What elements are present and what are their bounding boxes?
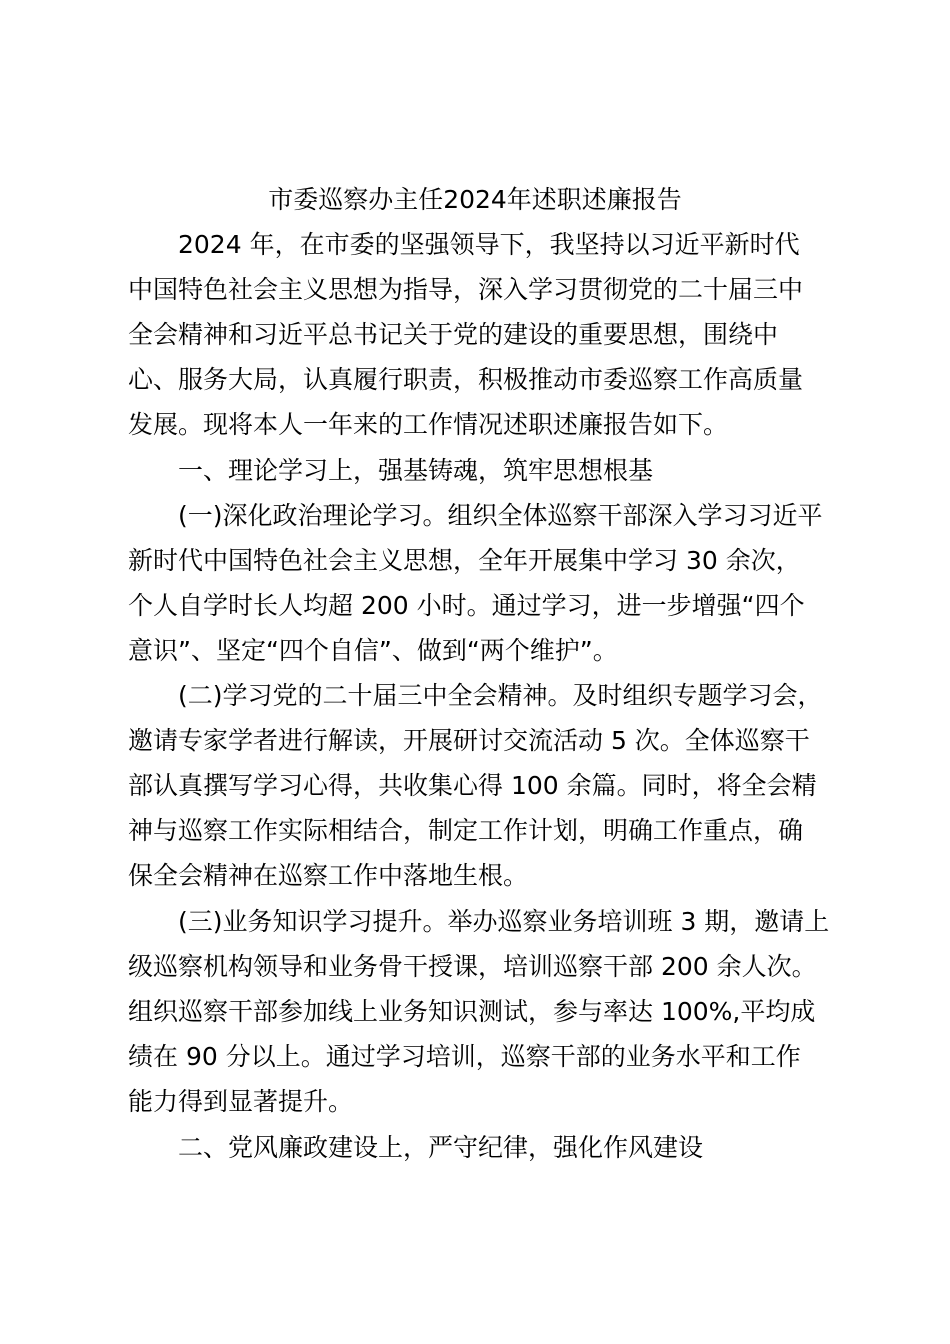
paragraph-line: 意识”、坚定“四个自信”、做到“两个维护”。 [128,636,618,665]
paragraph-line: 发展。现将本人一年来的工作情况述职述廉报告如下。 [128,410,729,439]
paragraph-line: 级巡察机构领导和业务骨干授课，培训巡察干部 200 余人次。 [128,952,817,981]
paragraph-line: 能力得到显著提升。 [128,1087,354,1116]
paragraph-line: (一)深化政治理论学习。组织全体巡察干部深入学习习近平 [178,501,823,530]
paragraph-line: 个人自学时长人均超 200 小时。通过学习，进一步增强“四个 [128,591,805,620]
paragraph-line: (二)学习党的二十届三中全会精神。及时组织专题学习会， [178,681,823,710]
section-heading-2: 二、党风廉政建设上，严守纪律，强化作风建设 [178,1133,704,1162]
paragraph-line: 中国特色社会主义思想为指导，深入学习贯彻党的二十届三中 [128,275,804,304]
paragraph-line: 保全会精神在巡察工作中落地生根。 [128,861,529,890]
section-heading-1: 一、理论学习上，强基铸魂，筑牢思想根基 [178,456,654,485]
paragraph-line: 全会精神和习近平总书记关于党的建设的重要思想，围绕中 [128,320,779,349]
paragraph-line: 部认真撰写学习心得，共收集心得 100 余篇。同时，将全会精 [128,771,817,800]
paragraph-line: 新时代中国特色社会主义思想，全年开展集中学习 30 余次， [128,546,801,575]
paragraph-line: 2024 年，在市委的坚强领导下，我坚持以习近平新时代 [178,230,800,259]
paragraph-line: 邀请专家学者进行解读，开展研讨交流活动 5 次。全体巡察干 [128,726,810,755]
paragraph-line: 神与巡察工作实际相结合，制定工作计划，明确工作重点，确 [128,816,804,845]
paragraph-line: 心、服务大局，认真履行职责，积极推动市委巡察工作高质量 [128,365,804,394]
paragraph-line: 绩在 90 分以上。通过学习培训，巡察干部的业务水平和工作 [128,1042,801,1071]
paragraph-line: (三)业务知识学习提升。举办巡察业务培训班 3 期，邀请上 [178,907,830,936]
document-title: 市委巡察办主任2024年述职述廉报告 [268,185,682,214]
paragraph-line: 组织巡察干部参加线上业务知识测试，参与率达 100%,平均成 [128,997,816,1026]
